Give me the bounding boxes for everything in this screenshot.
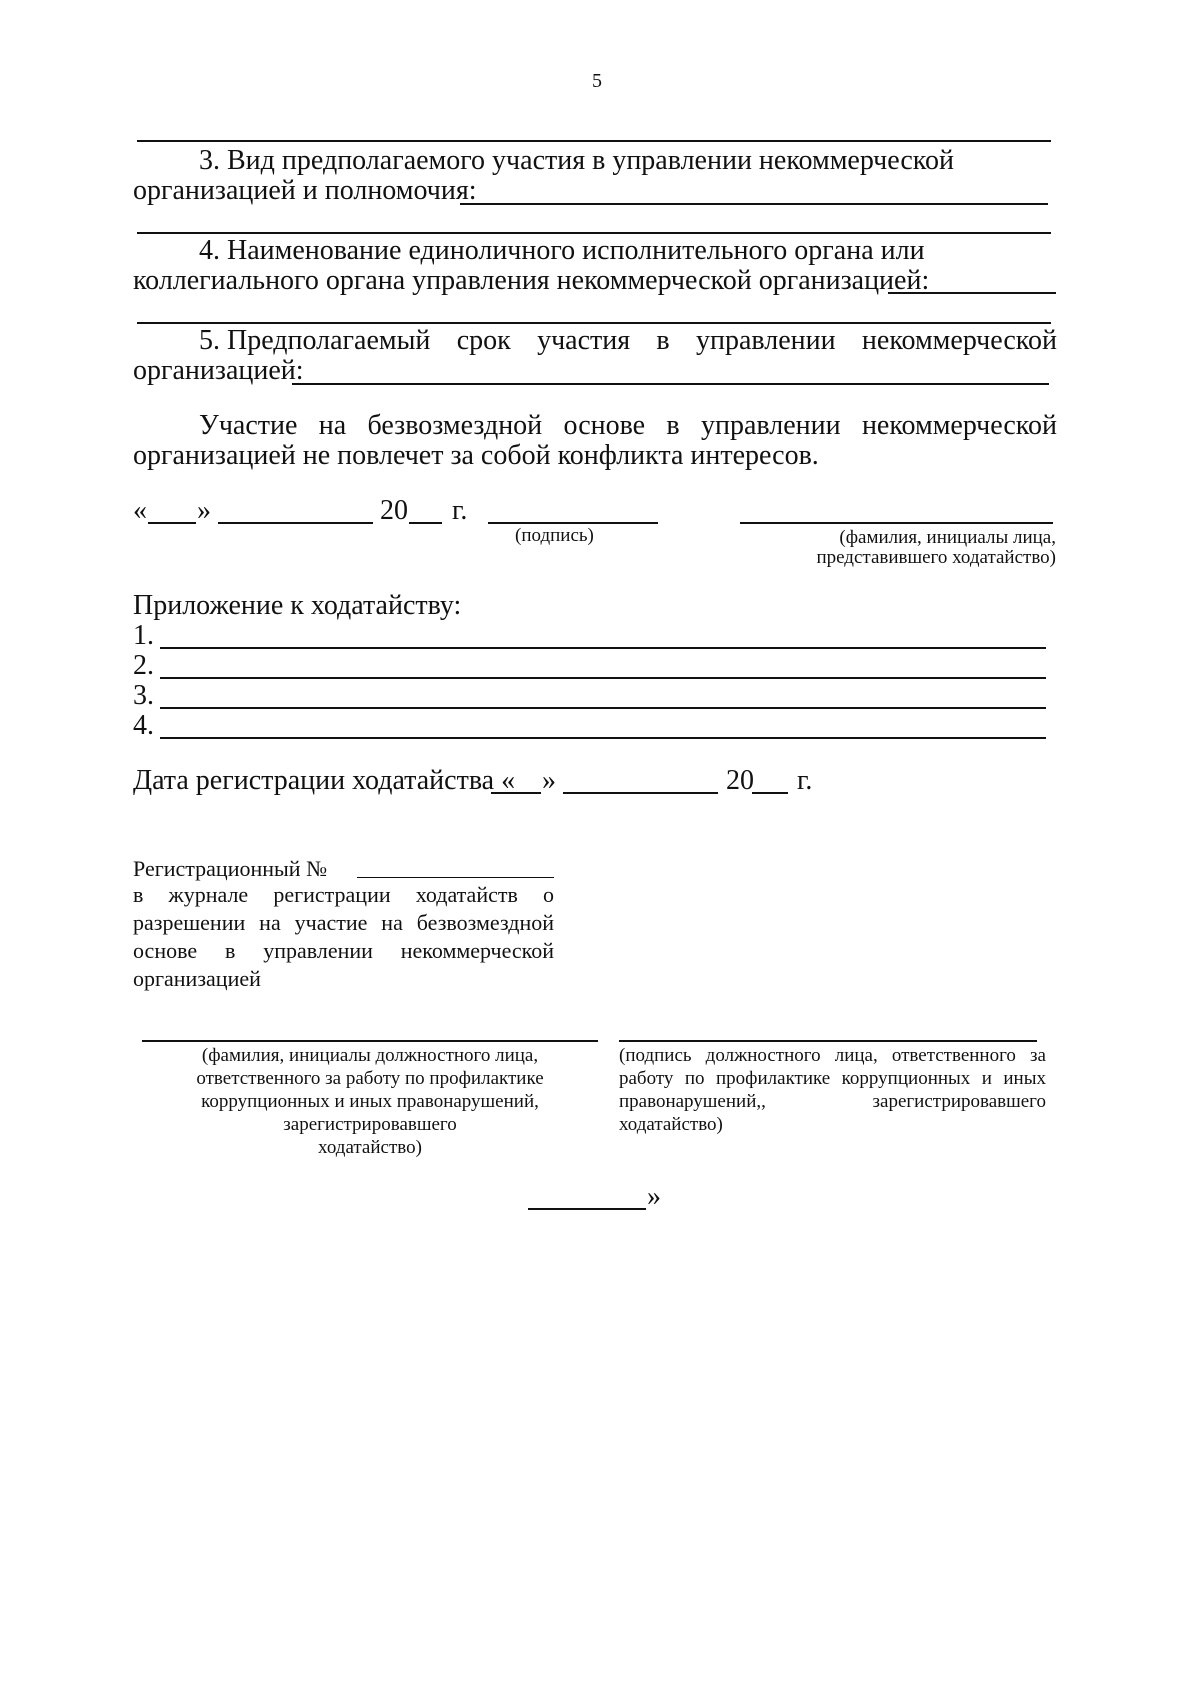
item5-heading: 5. Предполагаемый срок участия в управлении некоммерческой <box>199 325 1057 356</box>
registration-date-label: Дата регистрации ходатайства « <box>133 765 516 796</box>
fill-line-item4-cont[interactable] <box>137 322 1051 324</box>
date-open-quote: « <box>133 495 147 526</box>
fill-line-item3-cont[interactable] <box>137 232 1051 234</box>
applicant-name-field[interactable] <box>740 522 1053 524</box>
statement-line2: организацией не повлечет за собой конфликта интересов. <box>133 440 819 471</box>
official-name-field[interactable] <box>142 1040 598 1042</box>
attachments-title: Приложение к ходатайству: <box>133 590 462 621</box>
official-signature-field[interactable] <box>619 1040 1037 1042</box>
fill-line-item2[interactable] <box>137 140 1051 142</box>
closing-line <box>528 1208 646 1210</box>
date-year-prefix: 20 <box>380 495 408 526</box>
item4-heading: 4. Наименование единоличного исполнительного органа или <box>199 235 925 266</box>
registration-journal-text: в журнале регистрации ходатайств о разрешении на участие на безвозмездной основе в управлении некоммерческой организацией <box>133 882 554 991</box>
attachment-number-3: 3. <box>133 680 154 711</box>
date-year-suffix: г. <box>452 495 468 526</box>
registration-year-prefix: 20 <box>726 765 754 796</box>
attachment-number-2: 2. <box>133 650 154 681</box>
statement-line1: Участие на безвозмездной основе в управлении некоммерческой <box>199 410 1057 441</box>
fill-line-item5[interactable] <box>292 383 1049 385</box>
item5-label: организацией: <box>133 355 304 386</box>
applicant-signature-field[interactable] <box>488 522 658 524</box>
attachment-field-3[interactable] <box>160 707 1046 709</box>
registration-month-field[interactable] <box>563 792 718 794</box>
fill-line-item4[interactable] <box>888 292 1056 294</box>
page-number: 5 <box>592 70 602 92</box>
closing-quote: » <box>647 1181 661 1212</box>
official-name-caption: (фамилия, инициалы должностного лица, ответственного за работу по профилактике коррупционных и иных правонарушений, зарегистрировавшего ходатайство) <box>196 1045 544 1158</box>
fill-line-item3[interactable] <box>460 203 1048 205</box>
registration-number-field[interactable] <box>357 877 554 878</box>
name-caption-line2: представившего ходатайство) <box>816 547 1056 568</box>
attachment-field-2[interactable] <box>160 677 1046 679</box>
registration-year-field[interactable] <box>752 792 788 794</box>
attachment-number-1: 1. <box>133 620 154 651</box>
item4-label: коллегиального органа управления некоммерческой организацией: <box>133 265 930 296</box>
registration-date-close-quote: » <box>542 765 556 796</box>
attachment-number-4: 4. <box>133 710 154 741</box>
attachment-field-4[interactable] <box>160 737 1046 739</box>
attachment-field-1[interactable] <box>160 647 1046 649</box>
name-caption-line1: (фамилия, инициалы лица, <box>839 527 1056 548</box>
date-month-field[interactable] <box>218 522 373 524</box>
registration-number-label: Регистрационный № <box>133 856 328 881</box>
signature-caption: (подпись) <box>515 525 594 546</box>
date-close-quote: » <box>197 495 211 526</box>
item3-heading: 3. Вид предполагаемого участия в управлении некоммерческой <box>199 145 954 176</box>
official-signature-caption: (подпись должностного лица, ответственного за работу по профилактике коррупционных и иных правонарушений,, зарегистрировавшего ходатайство) <box>619 1045 1046 1135</box>
date-day-field[interactable] <box>148 522 196 524</box>
date-year-field[interactable] <box>409 522 442 524</box>
item3-label: организацией и полномочия: <box>133 175 477 206</box>
registration-day-field[interactable] <box>491 792 541 794</box>
registration-year-suffix: г. <box>797 765 813 796</box>
